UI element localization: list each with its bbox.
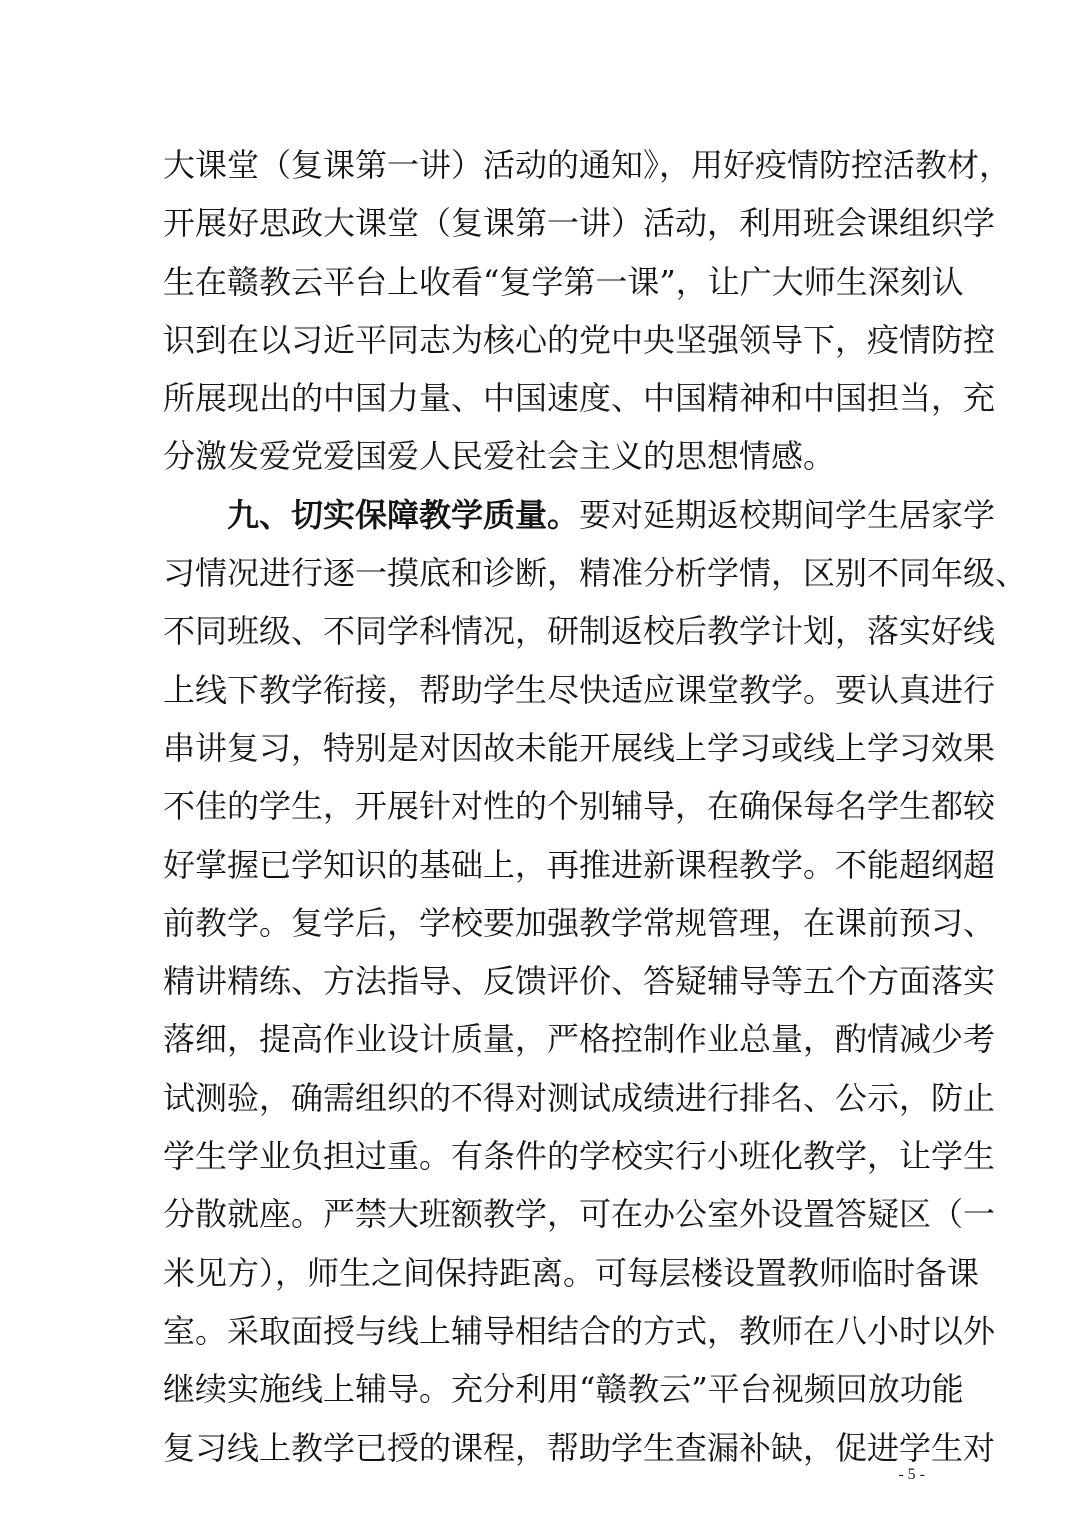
paragraph-line: 学生学业负担过重。有条件的学校实行小班化教学，让学生 [163, 1137, 996, 1176]
body-text [163, 136, 1028, 1477]
paragraph-line: 复习线上教学已授的课程，帮助学生查漏补缺，促进学生对 [163, 1428, 996, 1467]
paragraph-line: 所展现出的中国力量、中国速度、中国精神和中国担当，充 [163, 379, 996, 418]
section-heading: 九、切实保障教学质量。 [227, 495, 580, 534]
paragraph-line: 识到在以习近平同志为核心的党中央坚强领导下，疫情防控 [163, 320, 996, 359]
paragraph-line: 串讲复习，特别是对因故未能开展线上学习或线上学习效果 [163, 728, 996, 767]
paragraph-line: 落细，提高作业设计质量，严格控制作业总量，酌情减少考 [163, 1020, 996, 1059]
page-number: - 5 - [898, 1466, 925, 1483]
paragraph-line: 继续实施线上辅导。充分利用“赣教云”平台视频回放功能 [163, 1370, 964, 1409]
paragraph-line: 分散就座。严禁大班额教学，可在办公室外设置答疑区（一 [163, 1195, 996, 1234]
paragraph-line: 分激发爱党爱国爱人民爱社会主义的思想情感。 [163, 437, 836, 476]
paragraph-line: 上线下教学衔接，帮助学生尽快适应课堂教学。要认真进行 [163, 670, 996, 709]
paragraph-line: 室。采取面授与线上辅导相结合的方式，教师在八小时以外 [163, 1311, 996, 1350]
paragraph-line: 不同班级、不同学科情况，研制返校后教学计划，落实好线 [163, 612, 996, 651]
paragraph-line: 开展好思政大课堂（复课第一讲）活动，利用班会课组织学 [163, 204, 996, 243]
section-heading-rest: 要对延期返校期间学生居家学 [579, 495, 996, 534]
paragraph-line: 不佳的学生，开展针对性的个别辅导，在确保每名学生都较 [163, 787, 996, 826]
paragraph-line: 生在赣教云平台上收看“复学第一课”，让广大师生深刻认 [163, 262, 964, 301]
section-heading-line [163, 486, 996, 544]
paragraph-line: 前教学。复学后，学校要加强教学常规管理，在课前预习、 [163, 903, 996, 942]
paragraph-line: 习情况进行逐一摸底和诊断，精准分析学情，区别不同年级、 [163, 554, 1028, 593]
paragraph-line: 好掌握已学知识的基础上，再推进新课程教学。不能超纲超 [163, 845, 996, 884]
paragraph-line: 精讲精练、方法指导、反馈评价、答疑辅导等五个方面落实 [163, 962, 996, 1001]
paragraph-line: 试测验，确需组织的不得对测试成绩进行排名、公示，防止 [163, 1078, 996, 1117]
paragraph-line: 大课堂（复课第一讲）活动的通知》，用好疫情防控活教材， [163, 146, 1012, 184]
paragraph-line: 米见方），师生之间保持距离。可每层楼设置教师临时备课 [163, 1253, 980, 1292]
